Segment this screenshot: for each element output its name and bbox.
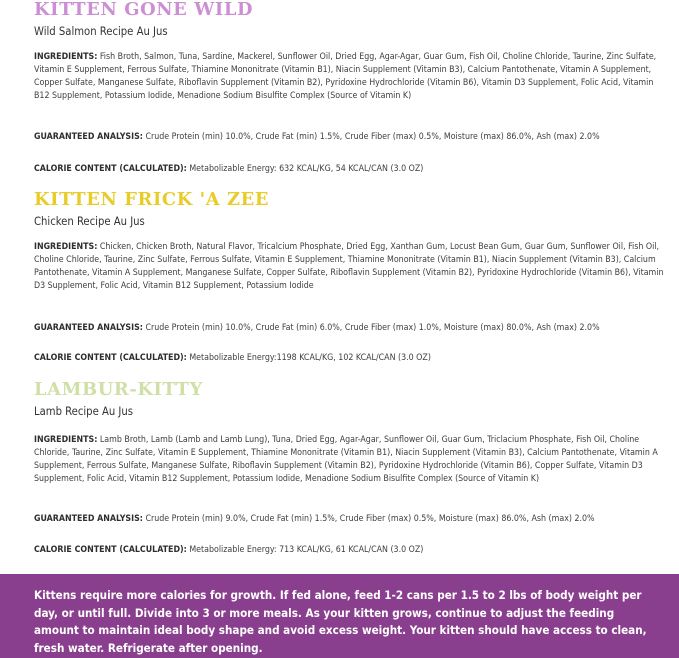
- calorie-content-text: [34, 163, 664, 176]
- product-subtitle: Wild Salmon Recipe Au Jus: [34, 25, 168, 38]
- feeding-instructions-text: Kittens require more calories for growth. If fed alone, feed 1-2 cans per 1.5 to 2 lbs of body weight per day, or until full. Divide into 3 or more meals. As your kitten grows, continue to adjust the feeding amount to maintain ideal body shape and avoid excess weight. Your kitten should have access to clean, fresh water. Refrigerate after opening.: [34, 588, 647, 655]
- calorie-content-text: [34, 352, 664, 365]
- guaranteed-analysis-text: [34, 513, 664, 526]
- guaranteed-analysis-label: GUARANTEED ANALYSIS:: [34, 132, 143, 142]
- ingredients-text: [34, 51, 664, 103]
- calorie-content-values: Metabolizable Energy: 632 KCAL/KG, 54 KCAL/CAN (3.0 OZ): [189, 164, 424, 174]
- product-title: LAMBUR-KITTY: [34, 380, 203, 400]
- ingredients-list: Fish Broth, Salmon, Tuna, Sardine, Mackerel, Sunflower Oil, Dried Egg, Agar-Agar, Guar Gum, Fish Oil, Choline Chloride, Taurine, Zinc Sulfate, Vitamin E Supplement, Ferrous Sulfate, Thiamine Mononitrate (Vitamin B1), Niacin Supplement (Vitamin B3), Calcium Pantothenate, Vitamin A Supplement, Copper Sulfate, Manganese Sulfate, Riboflavin Supplement (Vitamin B2), Pyridoxine Hydrochloride (Vitamin B6), Vitamin D3 Supplement, Folic Acid, Vitamin B12 Supplement, Potassium Iodide, Menadione Sodium Bisulfite Complex (Source of Vitamin K): [34, 52, 657, 102]
- guaranteed-analysis-values: Crude Protein (min) 10.0%, Crude Fat (min) 1.5%, Crude Fiber (max) 0.5%, Moisture (max) 86.0%, Ash (max) 2.0%: [145, 132, 600, 142]
- ingredients-label: INGREDIENTS:: [34, 52, 98, 62]
- calorie-content-label: CALORIE CONTENT (CALCULATED):: [34, 353, 187, 363]
- guaranteed-analysis-text: [34, 322, 664, 335]
- ingredients-text: [34, 241, 664, 293]
- guaranteed-analysis-values: Crude Protein (min) 9.0%, Crude Fat (min) 1.5%, Crude Fiber (max) 0.5%, Moisture (max) 86.0%, Ash (max) 2.0%: [145, 514, 595, 524]
- guaranteed-analysis-values: Crude Protein (min) 10.0%, Crude Fat (min) 6.0%, Crude Fiber (max) 1.0%, Moisture (max) 80.0%, Ash (max) 2.0%: [145, 323, 600, 333]
- ingredients-list: Lamb Broth, Lamb (Lamb and Lamb Lung), Tuna, Dried Egg, Agar-Agar, Sunflower Oil, Guar Gum, Triclacium Phosphate, Fish Oil, Choline Chloride, Taurine, Zinc Sulfate, Vitamin E Supplement, Thiamine Mononitrate (Vitamin B1), Niacin Supplement (Vitamin B3), Calcium Pantothenate, Vitamin A Supplement, Ferrous Sulfate, Manganese Sulfate, Riboflavin Supplement (Vitamin B2), Pyridoxine Hydrochloride (Vitamin B6), Copper Sulfate, Vitamin D3 Supplement, Folic Acid, Vitamin B12 Supplement, Potassium Iodide, Menadione Sodium Bisulfite Complex (Source of Vitamin K): [34, 435, 658, 485]
- ingredients-list: Chicken, Chicken Broth, Natural Flavor, Tricalcium Phosphate, Dried Egg, Xanthan Gum, Locust Bean Gum, Guar Gum, Sunflower Oil, Fish Oil, Choline Chloride, Taurine, Zinc Sulfate, Ferrous Sulfate, Vitamin E Supplement, Thiamine Mononitrate (Vitamin B1), Niacin Supplement (Vitamin B3), Calcium Pantothenate, Vitamin A Supplement, Manganese Sulfate, Copper Sulfate, Riboflavin Supplement (Vitamin B2), Pyridoxine Hydrochloride (Vitamin B6), Vitamin D3 Supplement, Folic Acid, Vitamin B12 Supplement, Potassium Iodide: [34, 242, 664, 292]
- product-subtitle: Chicken Recipe Au Jus: [34, 215, 145, 228]
- ingredients-text: [34, 434, 664, 486]
- guaranteed-analysis-label: GUARANTEED ANALYSIS:: [34, 514, 143, 524]
- product-title: KITTEN GONE WILD: [34, 0, 254, 20]
- ingredients-label: INGREDIENTS:: [34, 435, 98, 445]
- guaranteed-analysis-text: [34, 131, 664, 144]
- feeding-instructions-banner: [0, 574, 679, 658]
- guaranteed-analysis-label: GUARANTEED ANALYSIS:: [34, 323, 143, 333]
- ingredients-label: INGREDIENTS:: [34, 242, 98, 252]
- calorie-content-values: Metabolizable Energy:1198 KCAL/KG, 102 KCAL/CAN (3.0 OZ): [189, 353, 431, 363]
- product-subtitle: Lamb Recipe Au Jus: [34, 405, 134, 418]
- calorie-content-text: [34, 544, 664, 557]
- product-title: KITTEN FRICK 'A ZEE: [34, 190, 270, 210]
- calorie-content-values: Metabolizable Energy: 713 KCAL/KG, 61 KCAL/CAN (3.0 OZ): [189, 545, 424, 555]
- calorie-content-label: CALORIE CONTENT (CALCULATED):: [34, 164, 187, 174]
- calorie-content-label: CALORIE CONTENT (CALCULATED):: [34, 545, 187, 555]
